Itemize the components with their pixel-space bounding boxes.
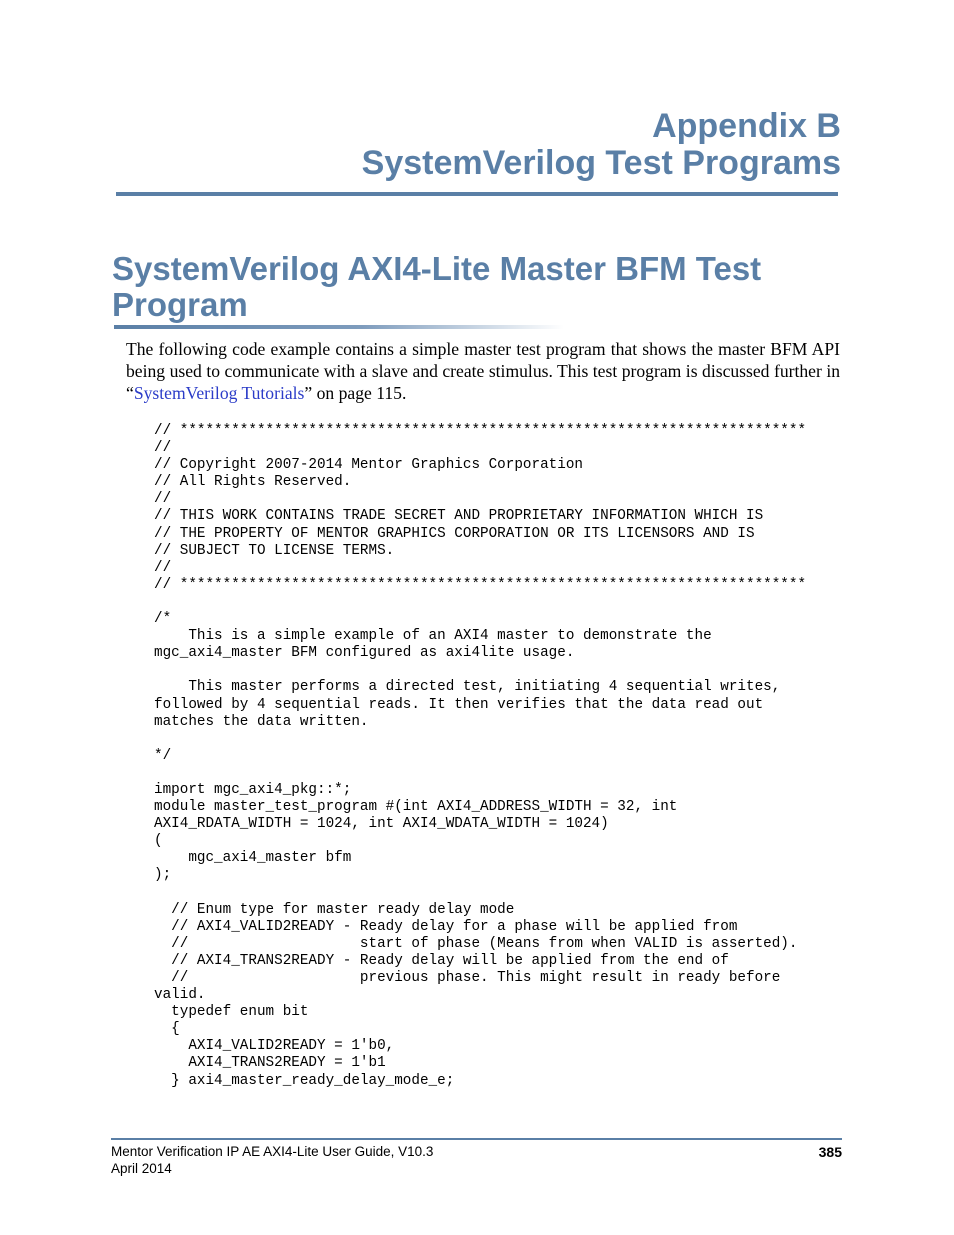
appendix-name: SystemVerilog Test Programs: [361, 144, 841, 182]
appendix-label: Appendix B: [652, 107, 841, 145]
footer-rule: [111, 1138, 842, 1140]
footer-guide-title: Mentor Verification IP AE AXI4-Lite User Guide, V10.3: [111, 1144, 434, 1159]
footer-date: April 2014: [111, 1161, 172, 1176]
intro-text-after: ” on page 115.: [304, 383, 407, 403]
intro-paragraph: [126, 338, 840, 404]
intro-text-before: The following code example contains a simple master test program that shows the master BFM API being used to communicate with a slave and create stimulus. This test program is discussed further in “: [126, 339, 840, 403]
appendix-title-rule: [116, 192, 838, 196]
code-listing: // ************************************************************************* // // Copyright 2007-2014 Mentor Graphics Corporation // All Rights Reserved. // // THIS WORK CONTAINS TRADE SECRET AND PROPRIETARY INFORMATION WHICH IS // THE PROPERTY OF MENTOR GRAPHICS CORPORATION OR ITS LICENSORS AND IS // SUBJECT TO LICENSE TERMS. // // ************************************************************************* /* This is a simple example of an AXI4 master to demonstrate the mgc_axi4_master BFM configured as axi4lite usage. This master performs a directed test, initiating 4 sequential writes, followed by 4 sequential reads. It then verifies that the data read out matches the data written. */ import mgc_axi4_pkg::*; module master_test_program #(int AXI4_ADDRESS_WIDTH = 32, int AXI4_RDATA_WIDTH = 1024, int AXI4_WDATA_WIDTH = 1024) ( mgc_axi4_master bfm ); // Enum type for master ready delay mode // AXI4_VALID2READY - Ready delay for a phase will be applied from // start of phase (Means from when VALID is asserted). // AXI4_TRANS2READY - Ready delay will be applied from the end of // previous phase. This might result in ready before valid. typedef enum bit { AXI4_VALID2READY = 1'b0, AXI4_TRANS2READY = 1'b1 } axi4_master_ready_delay_mode_e;: [154, 423, 807, 1089]
section-title: SystemVerilog AXI4-Lite Master BFM Test Program: [112, 250, 762, 323]
section-title-rule: [114, 325, 564, 329]
appendix-title: [362, 108, 841, 182]
page-number: 385: [818, 1144, 842, 1160]
systemverilog-tutorials-link[interactable]: SystemVerilog Tutorials: [133, 383, 305, 403]
